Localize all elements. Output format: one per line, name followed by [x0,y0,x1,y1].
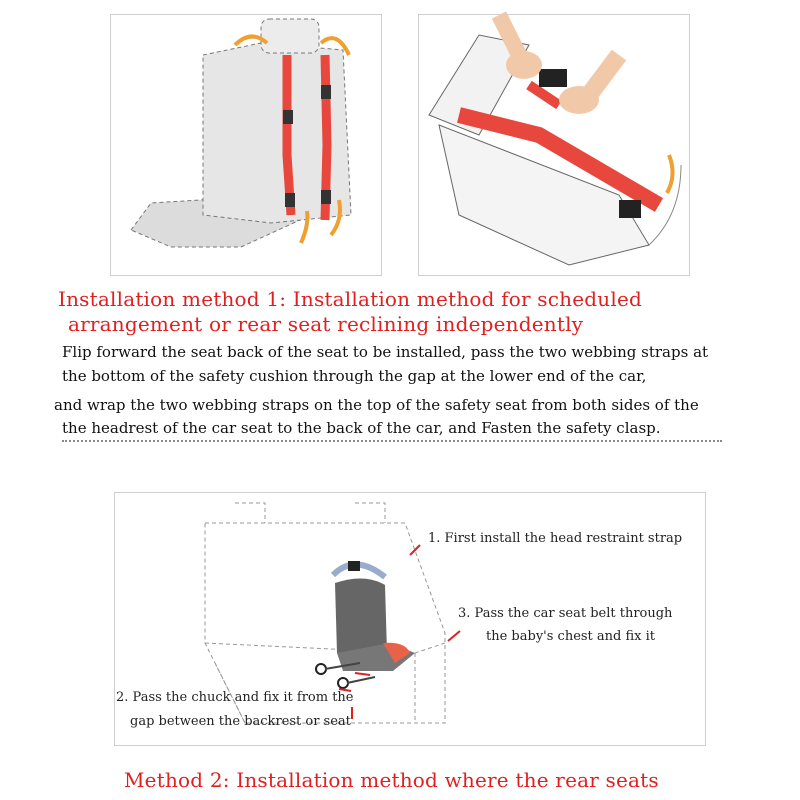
method2-title: Method 2: Installation method where the rear seats [124,768,659,792]
seat-back-strap-illustration [111,15,383,277]
dotted-divider [62,440,722,442]
method1-body-line-3: and wrap the two webbing straps on the top of the safety seat from both sides of the [54,396,699,414]
step3-caption-line1: 3. Pass the car seat belt through [458,606,673,621]
step2-caption-line1: 2. Pass the chuck and fix it from the [116,690,354,705]
illustration-seat-straps-rear [110,14,382,276]
step1-caption: 1. First install the head restraint strap [428,531,683,546]
method1-body-line-1: Flip forward the seat back of the seat to be installed, pass the two webbing straps at [62,343,709,361]
method1-title-line1: Installation method 1: Installation method for scheduled [58,287,642,311]
step3-caption-line2: the baby's chest and fix it [486,629,656,644]
method1-body-line-2: the bottom of the safety cushion through the gap at the lower end of the car, [62,367,647,385]
illustration-hands-pulling-strap [418,14,690,276]
strap-tightening-illustration [419,15,691,277]
method1-body-line-4: the headrest of the car seat to the back of the car, and Fasten the safety clasp. [62,419,661,437]
step2-caption-line2: gap between the backrest or seat [130,714,351,729]
method1-title-line2: arrangement or rear seat reclining independently [68,312,584,336]
